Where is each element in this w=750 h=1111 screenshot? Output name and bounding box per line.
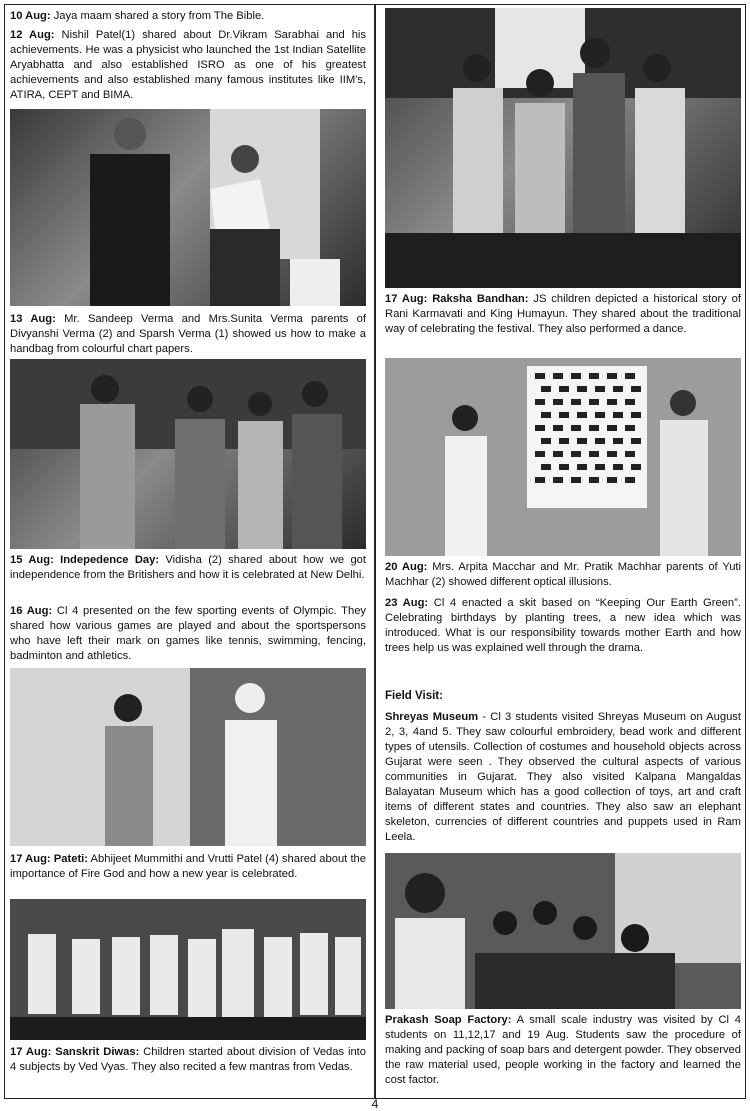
- photo-pateti: [10, 668, 366, 846]
- photo-independence-day: [10, 359, 366, 549]
- entry-17-aug-raksha: 17 Aug: Raksha Bandhan: JS children depicted a historical story of Rani Karmavati and King Humayun. They shared about the traditional way of celebrating the festival. They also performed a dance.: [385, 293, 741, 335]
- entry-13-aug: 13 Aug: Mr. Sandeep Verma and Mrs.Sunita Verma parents of Divyanshi Verma (2) and Sparsh Verma (1) showed us how to make a handbag from colourful chart papers.: [10, 313, 367, 355]
- column-divider: [374, 4, 376, 1099]
- photo-sanskrit-diwas: [10, 899, 366, 1040]
- entry-shreyas-museum: Shreyas Museum - Cl 3 students visited Shreyas Museum on August 2, 3, 4and 5. They saw colourful embroidery, bead work and different types of utensils. Collection of costumes and household objects across Gujarat were seen . They observed the cultural aspects of various communities in Gujarat. They also visited Kalpana Mangaldas Balayatan Museum which has a good collection of toys, art and craft items of different states and countries. They also saw an elephant skeleton, currencies of different countries and puppets used in Ram Leela.: [385, 711, 741, 843]
- entry-16-aug: 16 Aug: Cl 4 presented on the few sporting events of Olympic. They shared how various games are played and about the sportspersons who have left their mark on games like tennis, swimming, fencing, badminton and athletics.: [10, 605, 367, 662]
- photo-raksha-bandhan: [385, 8, 741, 288]
- entry-17-aug-sanskrit: 17 Aug: Sanskrit Diwas: Children started about division of Vedas into 4 subjects by Ved Vyas. They also recited a few mantras from Vedas.: [10, 1046, 366, 1073]
- entry-prakash-soap-factory: Prakash Soap Factory: A small scale industry was visited by Cl 4 students on 11,12,17 and 19 Aug. Students saw the procedure of making and packing of soap bars and detergent powder. They observed the raw material used, people working in the factory and learned the cost factor.: [385, 1014, 741, 1086]
- entry-23-aug: 23 Aug: Cl 4 enacted a skit based on “Keeping Our Earth Green”. Celebrating birthdays by planting trees, a new idea which was introduced. What is our responsibility towards mother Earth and how trees help us was explained well through the drama.: [385, 597, 741, 654]
- photo-soap-factory: [385, 853, 741, 1009]
- entry-15-aug: 15 Aug: Indepedence Day: Vidisha (2) shared about how we got independence from the Britishers and how it is celebrated at New Delhi.: [10, 554, 366, 581]
- page-number: 4: [371, 1097, 379, 1111]
- photo-handbag-demo: [10, 109, 366, 306]
- entry-17-aug-pateti: 17 Aug: Pateti: Abhijeet Mummithi and Vrutti Patel (4) shared about the importance of Fire God and how a new year is celebrated.: [10, 853, 366, 880]
- entry-10-aug: 10 Aug: Jaya maam shared a story from The Bible.: [10, 10, 265, 22]
- entry-12-aug: 12 Aug: Nishil Patel(1) shared about Dr.Vikram Sarabhai and his achievements. He was a physicist who launched the 1st Indian Satellite Aryabhatta and also established ISRO as one of his greatest achievements and also established many famous institutes like IIM's, ATIRA, CEPT and BIMA.: [10, 29, 366, 101]
- photo-optical-illusions: [385, 358, 741, 556]
- field-visit-heading: Field Visit:: [385, 690, 443, 702]
- entry-20-aug: 20 Aug: Mrs. Arpita Macchar and Mr. Pratik Machhar parents of Yuti Machhar (2) showed different optical illusions.: [385, 561, 742, 588]
